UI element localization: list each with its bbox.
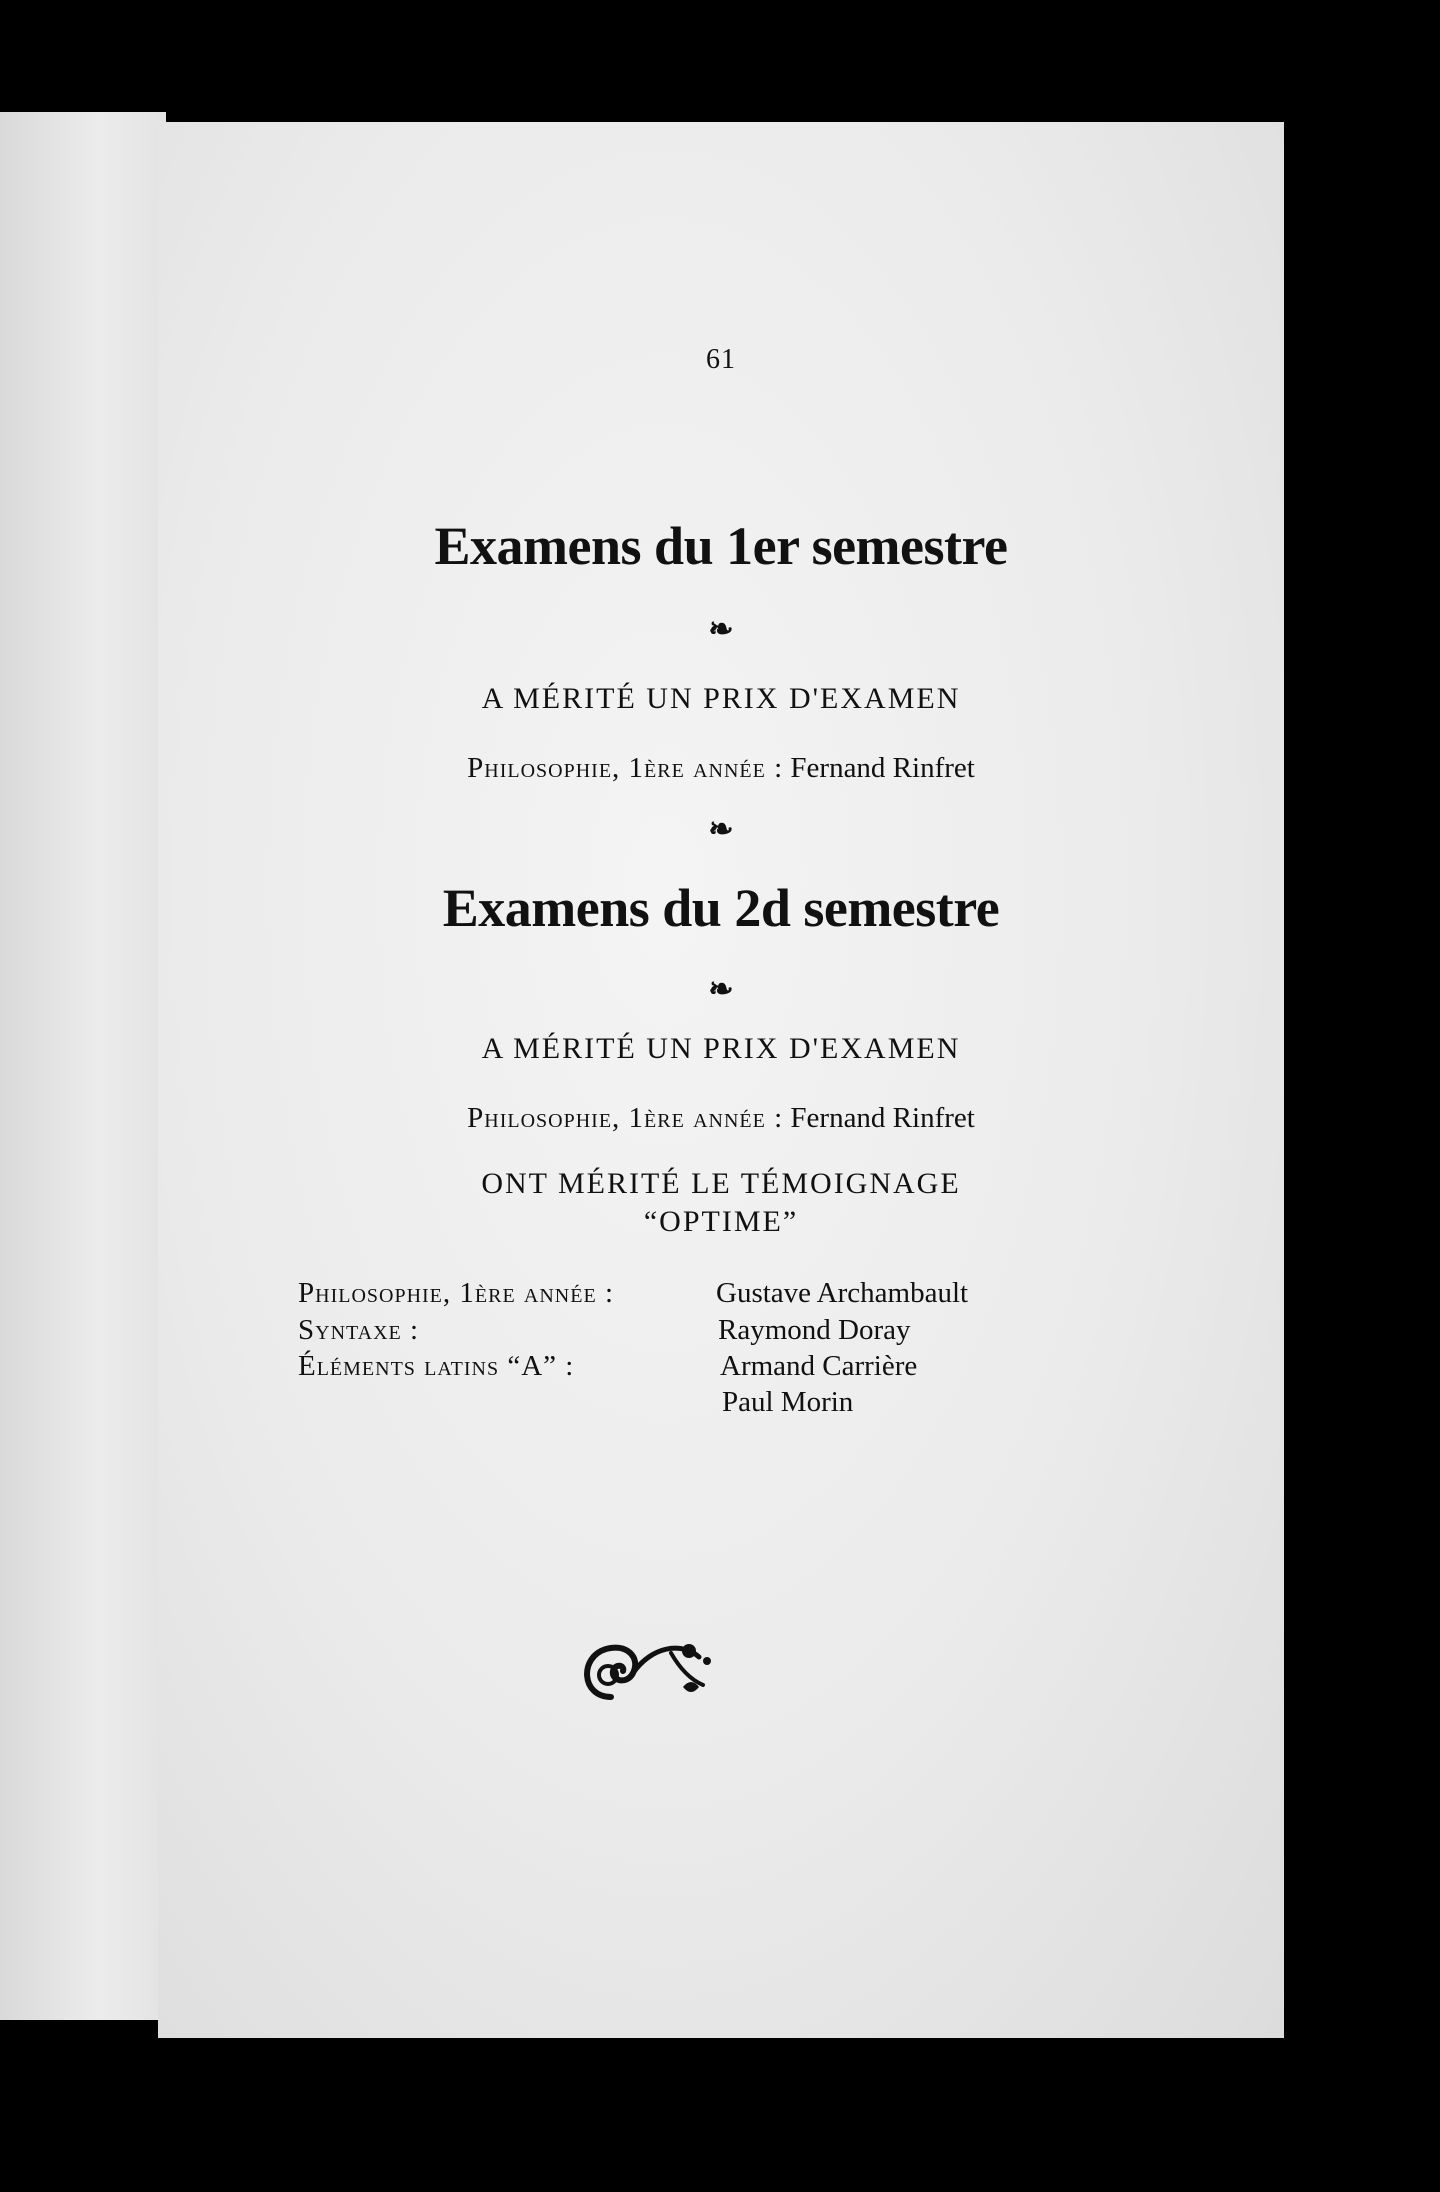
testimony-heading-line1: ONT MÉRITÉ LE TÉMOIGNAGE (481, 1167, 961, 1200)
first-semester-heading: Examens du 1er semestre (434, 516, 1008, 576)
fleuron-ornament: ❧ (708, 973, 734, 1006)
book-page (158, 122, 1284, 2038)
list-item (720, 1350, 917, 1383)
list-item (298, 1350, 574, 1383)
second-semester-heading: Examens du 2d semestre (442, 878, 1000, 938)
list-item-label: Syntaxe : (298, 1314, 420, 1346)
second-semester-award: A MÉRITÉ UN PRIX D'EXAMEN (481, 1032, 961, 1065)
facing-page-edge (0, 112, 166, 2020)
list-item-name: Gustave Archambault (716, 1277, 969, 1309)
tailpiece-ornament-icon (571, 1627, 721, 1722)
list-item-label: Éléments latins “A” : (298, 1350, 575, 1382)
first-semester-line (158, 752, 1284, 785)
second-semester-line (158, 1102, 1284, 1135)
second-semester-line-name: Fernand Rinfret (790, 1102, 975, 1134)
list-item (716, 1277, 968, 1310)
fleuron-ornament: ❧ (708, 813, 734, 846)
second-semester-line-label: Philosophie, 1ère année : (467, 1102, 784, 1134)
list-item (718, 1314, 911, 1347)
list-item (722, 1386, 853, 1419)
first-semester-award: A MÉRITÉ UN PRIX D'EXAMEN (481, 682, 961, 715)
list-item (298, 1314, 419, 1347)
list-item-name: Armand Carrière (720, 1350, 918, 1382)
list-item-name: Paul Morin (722, 1386, 854, 1418)
list-item-label: Philosophie, 1ère année : (298, 1277, 614, 1309)
list-item (298, 1277, 614, 1310)
fleuron-ornament: ❧ (708, 613, 734, 646)
testimony-heading-line2: “OPTIME” (643, 1205, 799, 1238)
page-number: 61 (706, 344, 736, 375)
first-semester-line-name: Fernand Rinfret (790, 752, 975, 784)
first-semester-line-label: Philosophie, 1ère année : (467, 752, 784, 784)
list-item-name: Raymond Doray (718, 1314, 911, 1346)
